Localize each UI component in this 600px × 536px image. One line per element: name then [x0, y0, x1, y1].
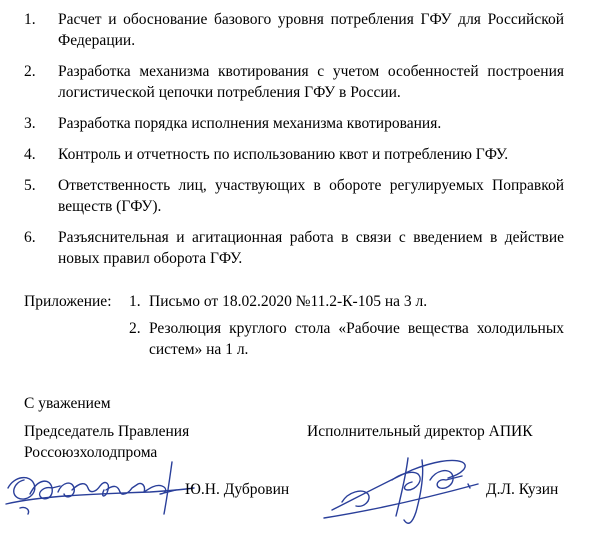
list-item-text: Расчет и обоснование базового уровня потребления ГФУ для Российской Федерации.: [58, 11, 564, 49]
appendix-list: [129, 291, 564, 366]
list-item: [24, 9, 564, 51]
appendix-item-text: Резолюция круглого стола «Рабочие вещества холодильных систем» на 1 л.: [149, 320, 564, 358]
left-signature-image: [0, 448, 200, 520]
list-item-text: Разъяснительная и агитационная работа в связи с введением в действие новых правил оборота ГФУ.: [58, 229, 564, 267]
numbered-list: [24, 9, 564, 279]
appendix-item: [129, 318, 564, 360]
left-signatory-name: Ю.Н. Дубровин: [185, 481, 290, 498]
list-item: [24, 144, 564, 165]
right-signatory-name: Д.Л. Кузин: [486, 481, 559, 498]
appendix-item: [129, 291, 564, 312]
list-item: [24, 175, 564, 217]
list-item-number: 6.: [24, 229, 36, 246]
list-item: [24, 113, 564, 134]
left-signatory-title: Председатель Правления Россоюзхолодпрома: [24, 423, 190, 461]
list-item-text: Контроль и отчетность по использованию квот и потреблению ГФУ.: [58, 146, 509, 163]
list-item-number: 5.: [24, 177, 36, 194]
list-item: [24, 61, 564, 103]
appendix-item-number: 1.: [129, 293, 141, 310]
list-item-text: Ответственность лиц, участвующих в обороте регулируемых Поправкой веществ (ГФУ).: [58, 177, 564, 215]
right-signature-image: [312, 440, 492, 528]
list-item: [24, 227, 564, 269]
appendix-label: Приложение:: [24, 293, 112, 310]
appendix-item-text: Письмо от 18.02.2020 №11.2-К-105 на 3 л.: [149, 293, 428, 310]
list-item-text: Разработка порядка исполнения механизма квотирования.: [58, 115, 442, 132]
list-item-text: Разработка механизма квотирования с учетом особенностей построения логистической цепочки потребления ГФУ в России.: [58, 63, 564, 101]
list-item-number: 4.: [24, 146, 36, 163]
appendix-item-number: 2.: [129, 320, 141, 337]
list-item-number: 1.: [24, 11, 36, 28]
right-signatory-title: Исполнительный директор АПИК: [307, 423, 533, 440]
list-item-number: 2.: [24, 63, 36, 80]
closing-regards: С уважением: [24, 395, 111, 412]
list-item-number: 3.: [24, 115, 36, 132]
